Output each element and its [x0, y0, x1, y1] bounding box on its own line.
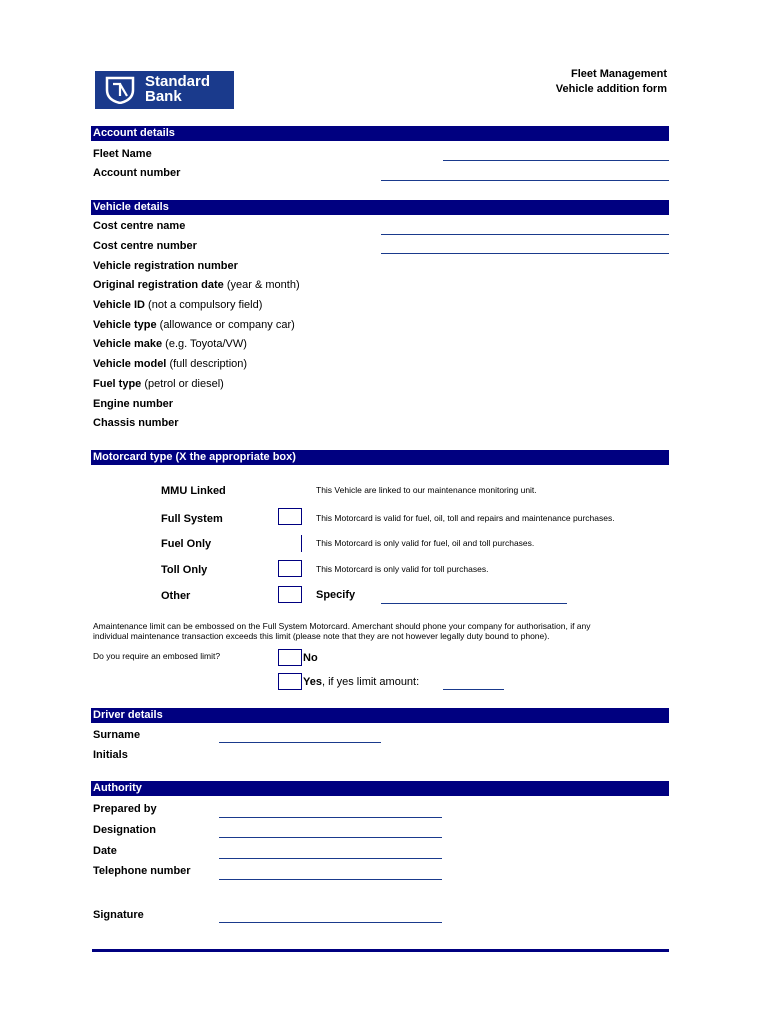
- telephone-field[interactable]: [219, 879, 442, 880]
- fuel-only-label: Fuel Only: [161, 538, 212, 550]
- fuel-type-label: [93, 378, 224, 391]
- specify-field[interactable]: [381, 603, 567, 604]
- surname-field[interactable]: [219, 742, 381, 743]
- designation-field[interactable]: [219, 837, 442, 838]
- fuel-only-description: This Motorcard is only valid for fuel, oil and toll purchases.: [316, 538, 535, 548]
- toll-only-checkbox[interactable]: [278, 560, 302, 577]
- cost-centre-name-field[interactable]: [381, 234, 669, 235]
- cost-centre-number-field[interactable]: [381, 253, 669, 254]
- account-number-label: Account number: [93, 167, 181, 179]
- date-field[interactable]: [219, 858, 442, 859]
- signature-label: Signature: [93, 909, 144, 921]
- specify-label: Specify: [316, 589, 356, 601]
- fleet-name-label: Fleet Name: [93, 148, 152, 160]
- telephone-label: Telephone number: [93, 865, 191, 877]
- account-number-field[interactable]: [381, 180, 669, 181]
- fleet-name-field[interactable]: [443, 160, 669, 161]
- prepared-by-label: Prepared by: [93, 803, 157, 815]
- registration-number-label: Vehicle registration number: [93, 260, 238, 272]
- yes-suffix-text: , if yes limit amount:: [321, 676, 420, 688]
- designation-label: Designation: [93, 824, 156, 836]
- orig-reg-date-note: (year & month): [226, 279, 300, 291]
- logo-line-1: Standard: [145, 73, 211, 90]
- vehicle-model-label: [93, 358, 247, 371]
- vehicle-make-label: [93, 338, 247, 351]
- cost-centre-name-label: Cost centre name: [93, 220, 186, 232]
- cost-centre-number-label: Cost centre number: [93, 240, 197, 252]
- vehicle-type-label: [93, 319, 295, 332]
- vehicle-model-text: Vehicle model: [93, 358, 167, 370]
- vehicle-id-note: (not a compulsory field): [148, 299, 263, 311]
- orig-reg-date-text: Original registration date: [93, 279, 224, 291]
- toll-only-description: This Motorcard is only valid for toll purchases.: [316, 564, 489, 574]
- vehicle-id-label: [93, 299, 262, 312]
- mmu-linked-description: This Vehicle are linked to our maintenance monitoring unit.: [316, 485, 537, 495]
- fuel-type-text: Fuel type: [93, 378, 142, 390]
- section-authority: Authority: [91, 781, 669, 796]
- vehicle-type-note: (allowance or company car): [159, 319, 295, 331]
- full-system-checkbox[interactable]: [278, 508, 302, 525]
- standard-bank-logo: [95, 71, 234, 109]
- limit-note-line-1: Amaintenance limit can be embossed on the Full System Motorcard. Amerchant should phone your company for authorisation, if any: [93, 621, 591, 631]
- yes-text: Yes: [303, 676, 322, 688]
- vehicle-type-text: Vehicle type: [93, 319, 157, 331]
- limit-note-line-2: individual maintenance transaction exceeds this limit (please note that they are not however legally duty bound to phone).: [93, 631, 550, 641]
- fuel-type-note: (petrol or diesel): [144, 378, 224, 390]
- shield-logo-icon: [104, 76, 136, 104]
- date-label: Date: [93, 845, 117, 857]
- section-motorcard-type: Motorcard type (X the appropriate box): [91, 450, 669, 465]
- vehicle-make-text: Vehicle make: [93, 338, 163, 350]
- prepared-by-field[interactable]: [219, 817, 442, 818]
- emboss-no-label: No: [303, 652, 318, 664]
- form-subtitle: Vehicle addition form: [555, 83, 667, 95]
- original-registration-date-label: [93, 279, 300, 292]
- section-driver-details: Driver details: [91, 708, 669, 723]
- section-account-details: Account details: [91, 126, 669, 141]
- chassis-number-label: Chassis number: [93, 417, 179, 429]
- engine-number-label: Engine number: [93, 398, 174, 410]
- full-system-description: This Motorcard is valid for fuel, oil, toll and repairs and maintenance purchases.: [316, 513, 615, 523]
- other-label: Other: [161, 590, 191, 602]
- signature-field[interactable]: [219, 922, 442, 923]
- full-system-label: Full System: [161, 513, 223, 525]
- form-title: Fleet Management: [571, 68, 667, 80]
- section-vehicle-details: Vehicle details: [91, 200, 669, 215]
- emboss-no-checkbox[interactable]: [278, 649, 302, 666]
- logo-line-2: Bank: [145, 88, 182, 105]
- vehicle-model-note: (full description): [169, 358, 248, 370]
- vehicle-make-note: (e.g. Toyota/VW): [165, 338, 247, 350]
- surname-label: Surname: [93, 729, 141, 741]
- initials-label: Initials: [93, 749, 128, 761]
- emboss-yes-label: [303, 676, 419, 688]
- emboss-question: Do you require an embosed limit?: [93, 651, 221, 661]
- fuel-only-checkbox[interactable]: [301, 535, 302, 552]
- vehicle-id-text: Vehicle ID: [93, 299, 145, 311]
- limit-amount-field[interactable]: [443, 689, 504, 690]
- emboss-yes-checkbox[interactable]: [278, 673, 302, 690]
- other-checkbox[interactable]: [278, 586, 302, 603]
- mmu-linked-label: MMU Linked: [161, 485, 226, 497]
- bottom-divider: [92, 949, 669, 952]
- toll-only-label: Toll Only: [161, 564, 208, 576]
